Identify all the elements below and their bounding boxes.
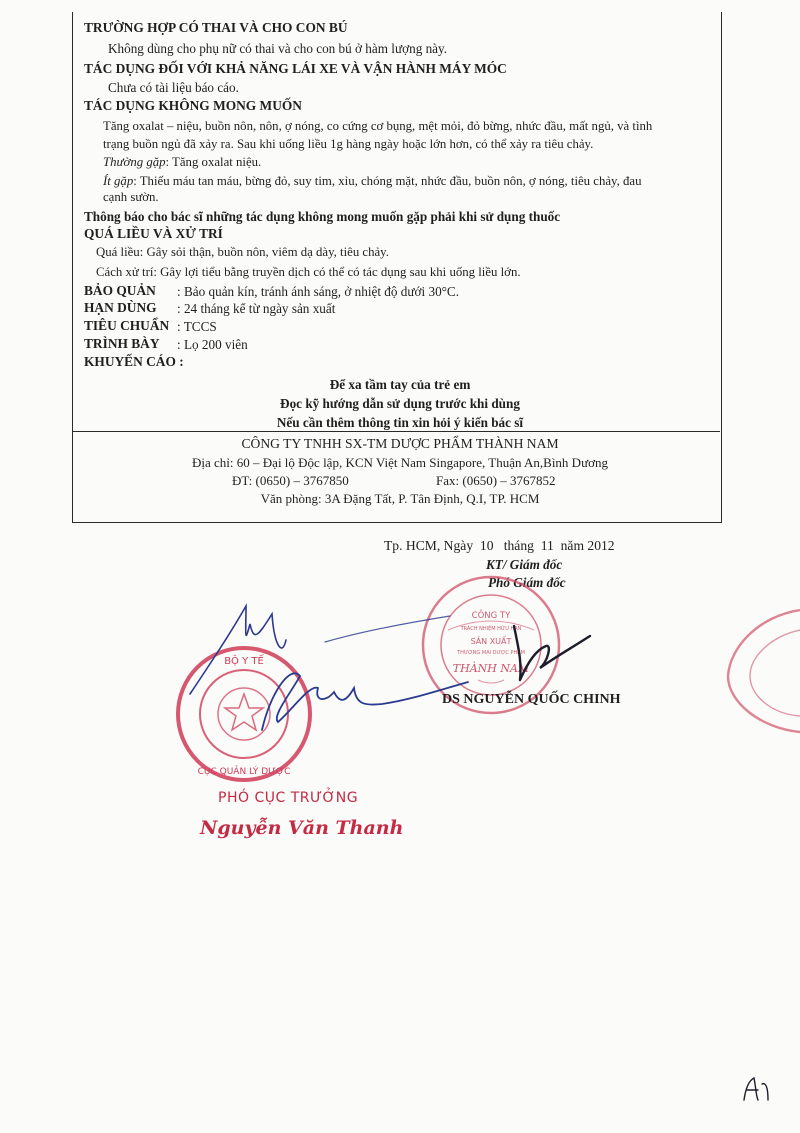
- company-fax: Fax: (0650) – 3767852: [436, 473, 556, 488]
- warning-line2: Đọc kỹ hướng dẫn sử dụng trước khi dùng: [280, 396, 520, 411]
- common-text: : Tăng oxalat niệu.: [165, 155, 262, 169]
- signoff-title1: KT/ Giám đốc: [486, 557, 563, 572]
- ministry-seal-bottom: CỤC QUẢN LÝ DƯỢC: [197, 767, 291, 777]
- ministry-name: Nguyễn Văn Thanh: [200, 817, 404, 839]
- rare-effects: [103, 173, 641, 189]
- side-effects-heading: TÁC DỤNG KHÔNG MONG MUỐN: [84, 98, 302, 113]
- standard-label: TIÊU CHUẨN: [84, 318, 170, 333]
- date-year: năm 2012: [560, 538, 615, 553]
- rare-effects-line2: cạnh sườn.: [103, 190, 159, 204]
- expiry-value: : 24 tháng kể từ ngày sản xuất: [177, 301, 336, 316]
- section-divider: [72, 431, 720, 432]
- partial-seal: [700, 606, 800, 736]
- pregnancy-text: Không dùng cho phụ nữ có thai và cho con bú ở hàm lượng này.: [108, 41, 448, 56]
- notify-doctor: Thông báo cho bác sĩ những tác dụng không mong muốn gặp phải khi sử dụng thuốc: [84, 209, 561, 224]
- common-effects: [103, 154, 261, 170]
- storage-value: : Bảo quản kín, tránh ánh sáng, ở nhiệt độ dưới 30°C.: [177, 284, 460, 299]
- seal-line3: SẢN XUẤT: [470, 637, 512, 646]
- rare-label: Ít gặp: [103, 174, 134, 188]
- seal-line2: TRÁCH NHIỆM HỮU HẠN: [460, 626, 522, 632]
- warning-label: KHUYẾN CÁO :: [84, 354, 184, 369]
- overdose-line1: Quá liều: Gây sỏi thận, buồn nôn, viêm dạ dày, tiêu chảy.: [96, 245, 389, 259]
- seal-line1: CÔNG TY: [471, 611, 511, 621]
- director-signature: [506, 606, 596, 686]
- company-phone: ĐT: (0650) – 3767850: [232, 473, 349, 488]
- ministry-seal-top: BỘ Y TẾ: [224, 656, 264, 667]
- pregnancy-heading: TRƯỜNG HỢP CÓ THAI VÀ CHO CON BÚ: [84, 20, 348, 35]
- company-address: Địa chỉ: 60 – Đại lộ Độc lập, KCN Việt Nam Singapore, Thuận An,Bình Dương: [192, 455, 608, 470]
- side-effects-line1: Tăng oxalat – niệu, buồn nôn, nôn, ợ nóng, co cứng cơ bụng, mệt mỏi, đỏ bừng, nhức đầu, mất ngủ, và tình: [103, 119, 653, 133]
- warning-line3: Nếu cần thêm thông tin xin hỏi ý kiến bác sĩ: [276, 415, 524, 430]
- storage-label: BẢO QUẢN: [84, 283, 156, 298]
- company-office: Văn phòng: 3A Đặng Tất, P. Tân Định, Q.I, TP. HCM: [260, 491, 540, 506]
- packaging-value: : Lọ 200 viên: [177, 337, 248, 352]
- signoff-date: [384, 538, 615, 554]
- ministry-signature: [150, 584, 470, 744]
- date-place: Tp. HCM, Ngày: [384, 538, 474, 553]
- common-label: Thường gặp: [103, 155, 166, 169]
- driving-text: Chưa có tài liệu báo cáo.: [108, 80, 239, 95]
- date-month-label: tháng: [503, 538, 534, 553]
- date-day: 10: [479, 538, 494, 553]
- driving-heading: TÁC DỤNG ĐỐI VỚI KHẢ NĂNG LÁI XE VÀ VẬN HÀNH MÁY MÓC: [84, 61, 507, 76]
- expiry-label: HẠN DÙNG: [84, 300, 157, 315]
- seal-line5: THÀNH NAM: [452, 662, 530, 675]
- date-month: 11: [540, 538, 554, 553]
- warning-line1: Để xa tầm tay của trẻ em: [329, 377, 471, 392]
- page-mark: [736, 1074, 776, 1104]
- signoff-title2: Phó Giám đốc: [488, 575, 566, 590]
- signer-name: DS NGUYỄN QUỐC CHINH: [442, 692, 621, 707]
- overdose-heading: QUÁ LIỀU VÀ XỬ TRÍ: [84, 226, 223, 241]
- ministry-title: PHÓ CỤC TRƯỞNG: [218, 790, 359, 806]
- rare-text: : Thiếu máu tan máu, bừng đỏ, suy tim, xỉu, chóng mặt, nhức đầu, buồn nôn, ợ nóng, tiêu chảy, đau: [133, 174, 642, 188]
- seal-line4: THƯƠNG MẠI DƯỢC PHẨM: [457, 650, 525, 656]
- overdose-line2: Cách xử trí: Gây lợi tiểu bằng truyền dịch có thể có tác dụng sau khi uống liều lớn.: [96, 265, 521, 279]
- standard-value: : TCCS: [177, 319, 217, 334]
- packaging-label: TRÌNH BÀY: [84, 336, 160, 351]
- side-effects-line2: trạng buồn ngủ đã xảy ra. Sau khi uống liều 1g hàng ngày hoặc lớn hơn, có thể xảy ra tiêu chảy.: [103, 137, 594, 151]
- company-name: CÔNG TY TNHH SX-TM DƯỢC PHẨM THÀNH NAM: [241, 436, 559, 451]
